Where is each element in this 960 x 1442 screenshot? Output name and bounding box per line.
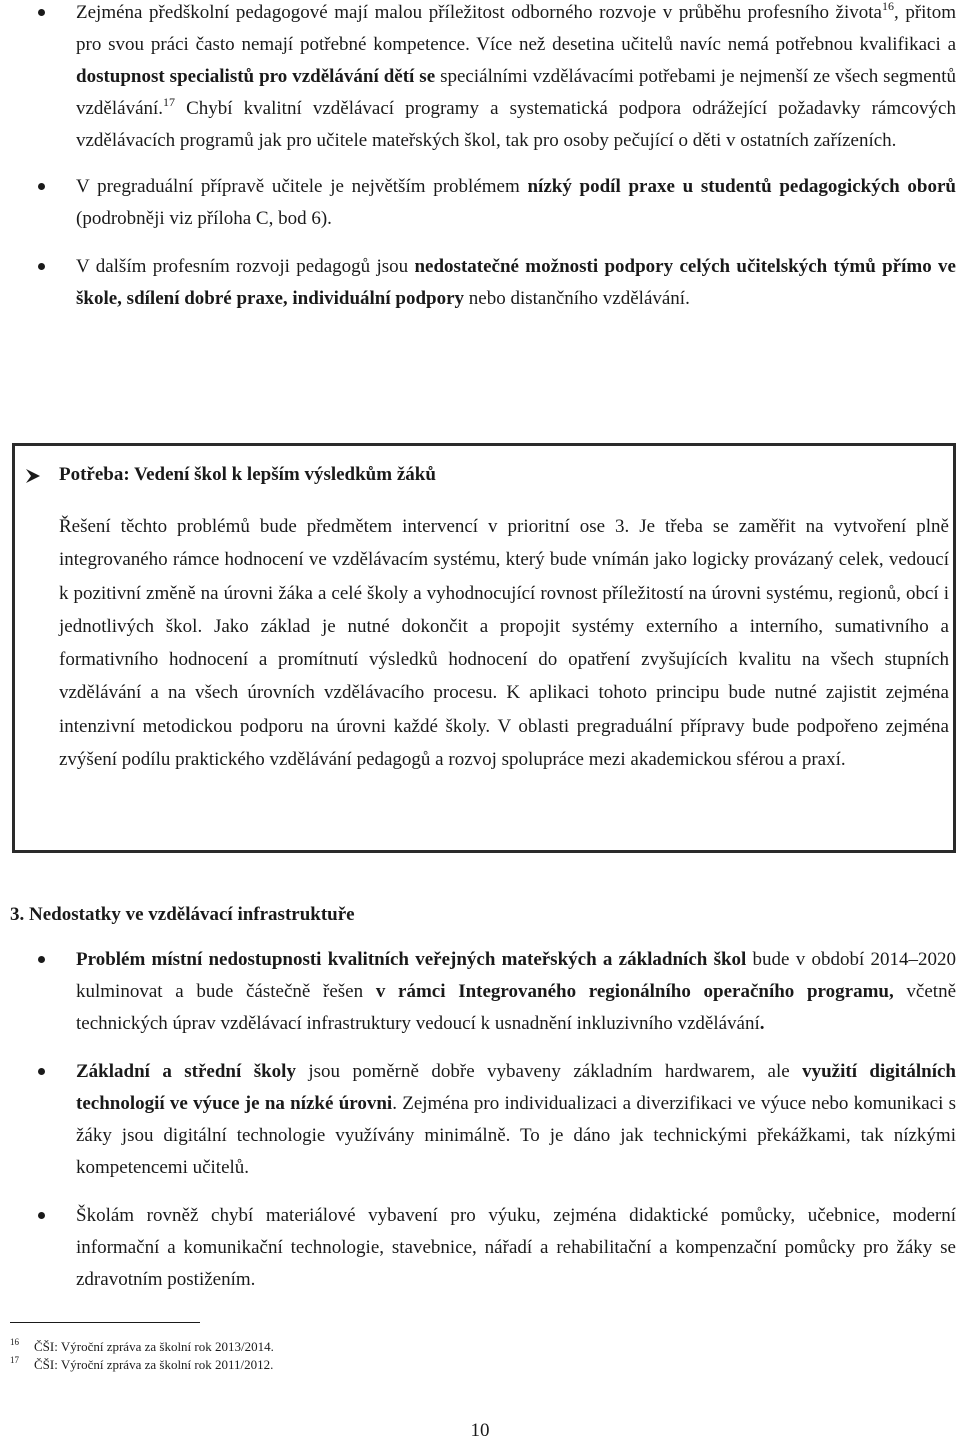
bold-text: Problém místní nedostupnosti kvalitních veřejných mateřských a základních škol (76, 949, 747, 970)
bold-text: v rámci Integrovaného regionálního operačního programu, (375, 981, 894, 1002)
footnote-number: 17 (10, 1355, 19, 1365)
bullet-icon (38, 1212, 45, 1219)
section-heading: 3. Nedostatky ve vzdělávací infrastruktuře (10, 904, 355, 925)
page-number: 10 (470, 1420, 490, 1441)
bold-text: nízký podíl praxe u studentů pedagogických oborů (527, 176, 956, 197)
footnote-ref[interactable]: 17 (163, 95, 176, 109)
bullet-icon (38, 183, 45, 190)
arrowhead-bullet-icon (25, 468, 41, 484)
bold-text: Základní a střední školy (76, 1061, 296, 1082)
need-label: Potřeba: Vedení škol k lepším výsledkům žáků (59, 464, 436, 485)
footnote-text: ČŠI: Výroční zpráva za školní rok 2013/2014. (34, 1339, 274, 1354)
list-item: Problém místní nedostupnosti kvalitních veřejných mateřských a základních škol bude v období 2014–2020 kulminovat a bude částečně řešen v rámci Integrovaného regionálního operačního programu, včetně technických úprav vzdělávací infrastruktury vedoucí k usnadnění inkluzivního vzdělávání. (0, 944, 960, 1040)
bold-text: využití digitálních technologií ve výuce je na nízké úrovni (76, 1061, 956, 1114)
list-item: V pregraduální přípravě učitele je největším problémem nízký podíl praxe u studentů pedagogických oborů (podrobněji viz příloha C, bod 6). (0, 171, 960, 235)
list-item: V dalším profesním rozvoji pedagogů jsou nedostatečné možnosti podpory celých učitelských týmů přímo ve škole, sdílení dobré praxe, individuální podpory nebo distančního vzdělávání. (0, 251, 960, 315)
bold-text: dostupnost specialistů pro vzdělávání dětí se (76, 66, 436, 87)
bullet-list-bottom (0, 944, 960, 1296)
footnote-number: 16 (10, 1337, 19, 1347)
list-item: Školám rovněž chybí materiálové vybavení pro výuku, zejména didaktické pomůcky, učebnice, moderní informační a komunikační technologie, stavebnice, nářadí a rehabilitační a kompenzační pomůcky pro žáky se zdravotním postižením. (0, 1200, 960, 1296)
footnote-ref[interactable]: 16 (881, 0, 894, 13)
bold-text: nedostatečné možnosti podpory celých učitelských týmů přímo ve škole, sdílení dobré praxe, individuální podpory (76, 256, 956, 309)
footnote-separator (10, 1322, 200, 1323)
bullet-icon (38, 1068, 45, 1075)
bullet-icon (38, 9, 45, 16)
bullet-icon (38, 263, 45, 270)
bullet-icon (38, 956, 45, 963)
list-item: Zejména předškolní pedagogové mají malou příležitost odborného rozvoje v průběhu profesního života$^{16}$, přitom pro svou práci často nemají potřebné kompetence. Více než desetina učitelů navíc nemá potřebnou kvalifikaci a dostupnost specialistů pro vzdělávání dětí se speciálními vzdělávacími potřebami je nejmenší ze všech segmentů vzdělávání.$^{17}$ Chybí kvalitní vzdělávací programy a systematická podpora odrážející požadavky rámcových vzdělávacích programů jak pro učitele mateřských škol, tak pro osoby pečující o děti v ostatních zařízeních. (0, 0, 960, 157)
need-body-text: Řešení těchto problémů bude předmětem intervencí v prioritní ose 3. Je třeba se zaměřit na vytvoření plně integrovaného rámce hodnocení ve vzdělávacím systému, který bude vnímán jako logicky provázaný celek, vedoucí k pozitivní změně na úrovni žáka a celé školy a vyhodnocující rovnost příležitostí na úrovni systému, regionů, obcí i jednotlivých škol. Jako základ je nutné dokončit a propojit systémy externího a interního, sumativního a formativního hodnocení a promítnutí výsledků hodnocení do opatření zvyšujících kvalitu na všech stupních vzdělávání a na všech úrovních vzdělávacího procesu. K aplikaci tohoto principu bude nutné zajistit zejména intenzivní metodickou podporu na úrovni každé školy. V oblasti pregraduální přípravy bude podpořeno zejména zvýšení podílu praktického vzdělávání pedagogů a rozvoj spolupráce mezi akademickou sférou a praxí. (59, 516, 949, 771)
need-box (12, 443, 956, 853)
footnote-text: ČŠI: Výroční zpráva za školní rok 2011/2012. (34, 1357, 274, 1372)
list-item: Základní a střední školy jsou poměrně dobře vybaveny základním hardwarem, ale využití digitálních technologií ve výuce je na nízké úrovni. Zejména pro individualizaci a diverzifikaci ve výuce nebo komunikaci s žáky jsou digitální technologie využívány minimálně. To je dáno jak technickými překážkami, tak nízkými kompetencemi učitelů. (0, 1056, 960, 1184)
bullet-list-top (0, 0, 960, 315)
